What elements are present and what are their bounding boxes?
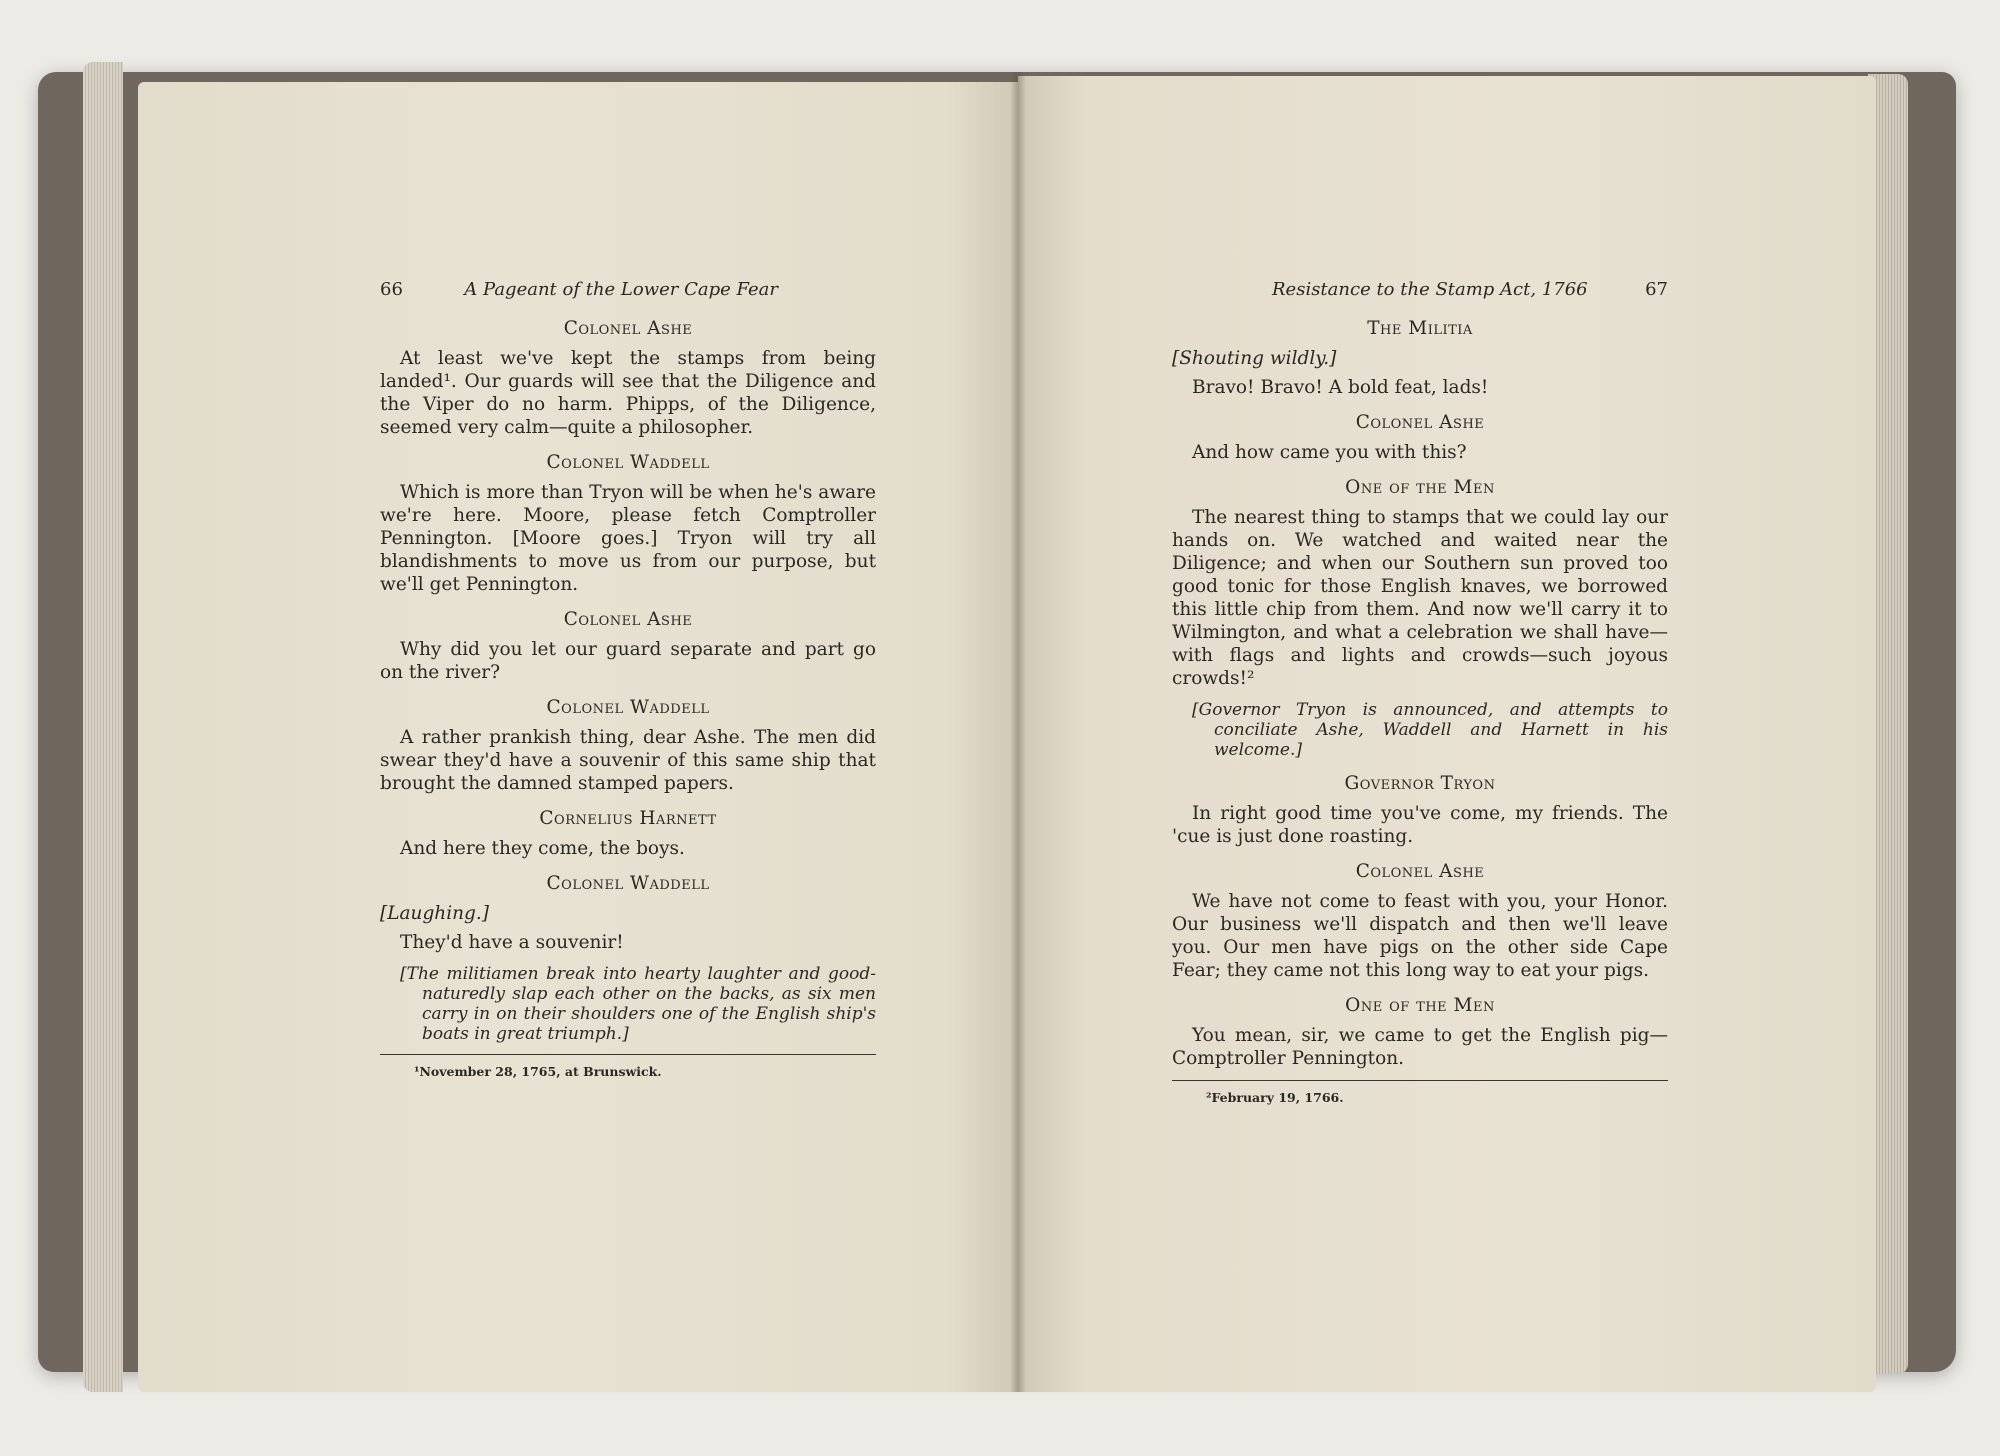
speaker-name: Colonel Ashe [563, 318, 693, 339]
speech: You mean, sir, we came to get the English pig—Comptroller Pennington. [1172, 1025, 1668, 1069]
stage-aside: [Shouting wildly.] [1172, 348, 1337, 369]
page-edges-left [83, 62, 123, 1392]
footnote-rule [1172, 1080, 1668, 1081]
book-gutter [1010, 72, 1026, 1392]
speech: The nearest thing to stamps that we could lay our hands on. We watched and waited near the Diligence; and when our Southern sun proved too good tonic for those English knaves, we borrowed this little chip from them. And now we'll carry it to Wilmington, and what a celebration we shall have—with flags and lights and crowds—such joyous crowds!² [1172, 507, 1668, 689]
speech: Why did you let our guard separate and part go on the river? [380, 639, 876, 683]
right-page-text [1172, 278, 1668, 1109]
speech: Bravo! Bravo! A bold feat, lads! [1192, 377, 1489, 398]
stage-aside: [Laughing.] [380, 903, 489, 924]
footnote: ²February 19, 1766. [1206, 1090, 1344, 1105]
footnote: ¹November 28, 1765, at Brunswick. [414, 1064, 662, 1079]
speaker-name: One of the Men [1345, 477, 1495, 498]
left-page-text [380, 278, 876, 1083]
speech: At least we've kept the stamps from being landed¹. Our guards will see that the Diligence and the Viper do no harm. Phipps, of the Diligence, seemed very calm—quite a philosopher. [380, 348, 876, 438]
stage-direction: [Governor Tryon is announced, and attempts to conciliate Ashe, Waddell and Harnett in his welcome.] [1192, 700, 1668, 760]
speaker-name: Colonel Waddell [546, 452, 710, 473]
speaker-name: Cornelius Harnett [539, 808, 717, 829]
running-title: Resistance to the Stamp Act, 1766 [1272, 279, 1588, 300]
speaker-name: Colonel Ashe [1355, 412, 1485, 433]
speaker-name: The Militia [1367, 318, 1473, 339]
speech: And here they come, the boys. [400, 838, 685, 859]
page-number: 67 [1645, 279, 1668, 300]
speaker-name: Colonel Ashe [563, 609, 693, 630]
speaker-name: Colonel Waddell [546, 873, 710, 894]
speaker-name: Governor Tryon [1344, 773, 1496, 794]
open-book [38, 52, 1956, 1407]
speaker-name: Colonel Waddell [546, 697, 710, 718]
left-running-head [380, 278, 876, 301]
right-running-head [1172, 278, 1668, 301]
speech: A rather prankish thing, dear Ashe. The men did swear they'd have a souvenir of this same ship that brought the damned stamped papers. [380, 727, 876, 794]
speech: And how came you with this? [1192, 442, 1467, 463]
stage-direction: [The militiamen break into hearty laughter and good-naturedly slap each other on the backs, as six men carry in on their shoulders one of the English ship's boats in great triumph.] [400, 964, 876, 1044]
speech: They'd have a souvenir! [400, 932, 624, 953]
running-title: A Pageant of the Lower Cape Fear [464, 279, 778, 300]
speech: Which is more than Tryon will be when he's aware we're here. Moore, please fetch Comptroller Pennington. [Moore goes.] Tryon will try all blandishments to move us from our purpose, but we'll get Pennington. [380, 482, 876, 595]
footnote-rule [380, 1054, 876, 1055]
page-number: 66 [380, 279, 403, 300]
speech: We have not come to feast with you, your Honor. Our business we'll dispatch and then we'll leave you. Our men have pigs on the other side Cape Fear; they came not this long way to eat your pigs. [1172, 891, 1668, 981]
speaker-name: Colonel Ashe [1355, 861, 1485, 882]
speaker-name: One of the Men [1345, 995, 1495, 1016]
speech: In right good time you've come, my friends. The 'cue is just done roasting. [1172, 803, 1668, 847]
